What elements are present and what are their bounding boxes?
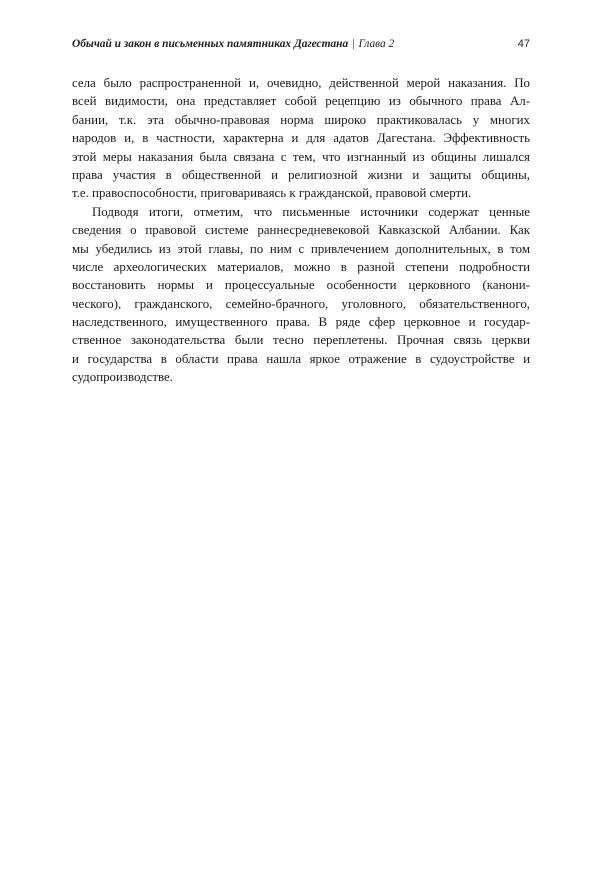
paragraph-1 (72, 74, 530, 203)
text-line: всей видимости, она представляет собой рецепцию из обычного права Ал- (72, 94, 530, 109)
text-line: наследственного, имущественного права. В ряде сфер церковное и государ- (72, 315, 530, 330)
text-line: ственное законодательства были тесно переплетены. Прочная связь церкви (72, 333, 530, 348)
header-separator: | (352, 38, 355, 50)
text-line: ческого), гражданского, семейно-брачного, уголовного, обязательственного, (72, 296, 530, 311)
text-line: Подводя итоги, отметим, что письменные источники содержат ценные (92, 204, 530, 219)
page-number: 47 (517, 38, 530, 50)
paragraph-2 (72, 203, 530, 387)
running-head-title (72, 38, 394, 50)
text-line: народов и, в частности, характерна и для адатов Дагестана. Эффективность (72, 131, 530, 146)
text-line: села было распространенной и, очевидно, действенной мерой наказания. По (72, 76, 530, 90)
body-text (72, 74, 530, 387)
text-line: сведения о правовой системе раннесредневековой Кавказской Албании. Как (72, 223, 530, 238)
book-title: Обычай и закон в письменных памятниках Дагестана (72, 38, 349, 50)
text-line: этой меры наказания была связана с тем, что изгнанный из общины лишался (72, 149, 530, 164)
text-line: т.е. правоспособности, приговариваясь к гражданской, правовой смерти. (72, 186, 472, 201)
text-line: мы убедились из этой главы, по ним с привлечением дополнительных, в том (72, 241, 530, 256)
text-line: восстановить нормы и процессуальные особенности церковного (канони- (72, 278, 530, 293)
text-line: судопроизводстве. (72, 370, 173, 385)
text-line: права участия в общественной и религиозной жизни и защиты общины, (72, 167, 530, 182)
text-line: и государства в области права нашла яркое отражение в судоустройстве и (72, 351, 530, 366)
running-head (72, 38, 530, 56)
text-line: числе археологических материалов, можно в разной степени подробности (72, 259, 530, 274)
text-line: бании, т.к. эта обычно-правовая норма широко практиковалась у многих (72, 112, 530, 127)
chapter-label: Глава 2 (358, 38, 395, 50)
